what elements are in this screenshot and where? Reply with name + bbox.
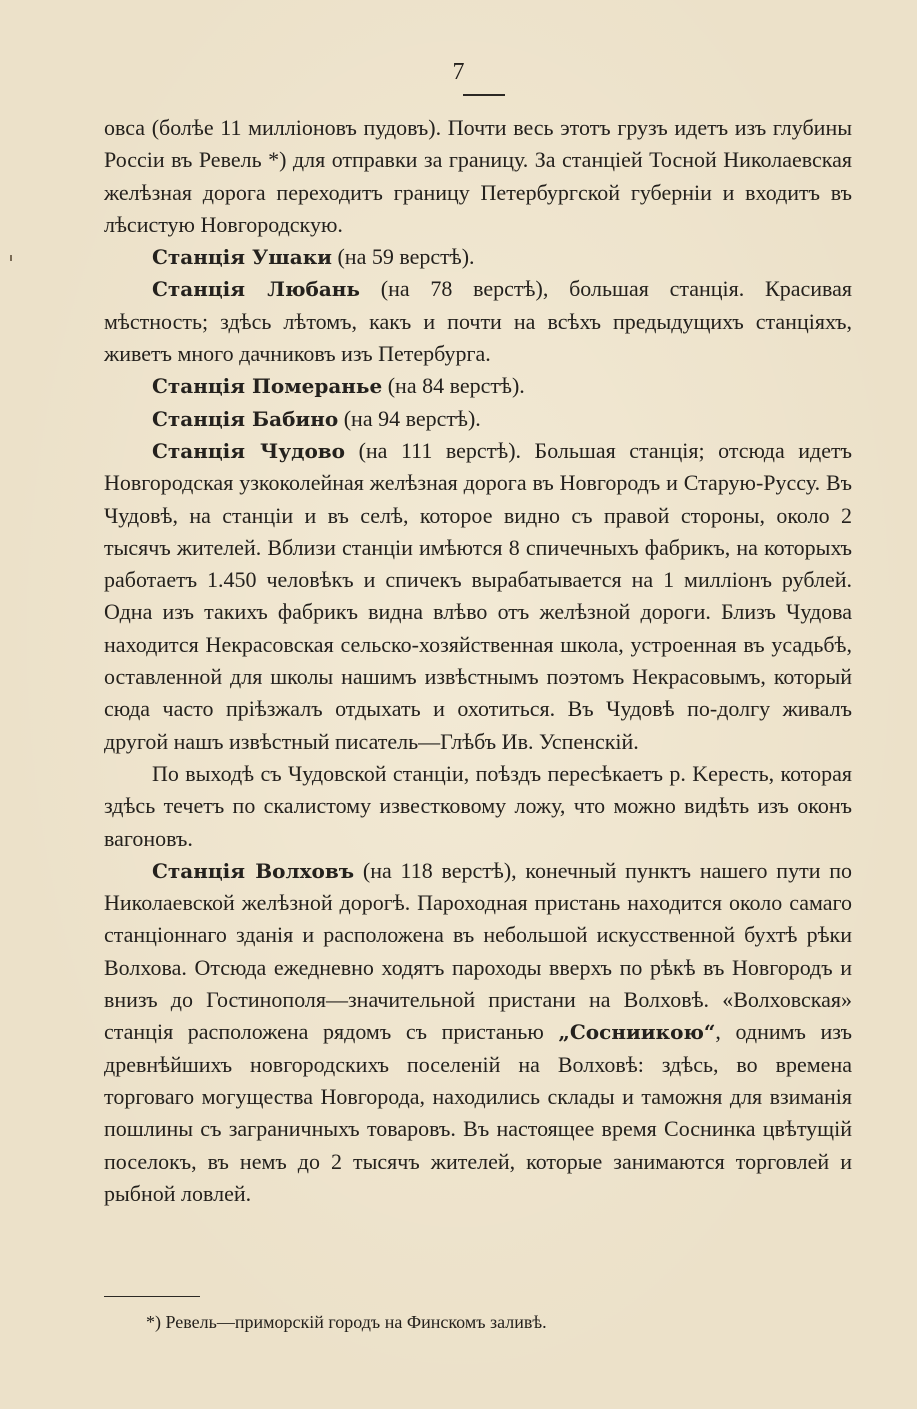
paragraph-text: (на 118 верстѣ), конечный пунктъ нашего пути по Николаевской желѣзной дорогѣ. Пароходная пристань находится около самаго станціоннаго зданія и расположена въ небольшой искусственной бухтѣ рѣки Волхова. Отсюда ежедневно ходятъ пароходы вверхъ по рѣкѣ въ Новгородъ и внизъ до Гостинополя—значительной пристани на Волховѣ. «Волховская» станція расположена рядомъ съ пристанью [104,857,853,1045]
paragraph-text: , однимъ изъ древнѣйшихъ новгородскихъ поселеній на Волховѣ: здѣсь, во времена торговаго могущества Новгорода, находились склады и таможня для взиманія пошлины съ заграничныхъ товаровъ. Въ настоящее время Соснинка цвѣтущій поселокъ, въ немъ до 2 тысячъ жителей, которые занимаются торговлей и рыбной ловлей. [104,1019,852,1206]
paragraph [104,370,852,402]
footnote: *) Ревель—приморскій городъ на Финскомъ заливѣ. [146,1312,547,1332]
paragraph-text: (на 94 верстѣ). [338,405,481,431]
paragraph-text: овса (болѣе 11 милліоновъ пудовъ). Почти весь этотъ грузъ идетъ изъ глубины Россіи въ Ревель *) для отправки за границу. За станціей Тосной Николаевская желѣзная дорога переходитъ границу Петербургской губерніи и входитъ въ лѣсистую Новгородскую. [104,115,852,237]
bold-heading: Станція Волховъ [152,858,355,883]
bold-heading: Станція Померанье [152,374,383,399]
page-number: 7 [452,59,465,85]
bold-heading: Станція Ушаки [152,245,332,270]
paragraph [104,403,852,435]
paragraph-text: (на 59 верстѣ). [331,244,475,270]
footnote-separator [104,1296,200,1297]
header-rule [463,94,505,96]
paragraph [104,273,852,370]
paragraph [104,435,852,758]
paragraph-text: (на 111 верстѣ). Большая станція; отсюда идетъ Новгородская узкоколейная желѣзная дорога въ Новгородъ и Старую-Руссу. Въ Чудовѣ, на станціи и въ селѣ, которое видно съ правой стороны, около 2 тысячъ жителей. Вблизи станціи имѣются 8 спичечныхъ фабрикъ, на которыхъ работаетъ 1.450 человѣкъ и спичекъ вырабатывается на 1 милліонъ рублей. Одна изъ такихъ фабрикъ видна влѣво отъ желѣзной дороги. Близъ Чудова находится Некрасовская сельско-хозяйственная школа, устроенная въ усадьбѣ, оставленной для школы нашимъ извѣстнымъ поэтомъ Некрасовымъ, который сюда часто пріѣзжалъ отдыхать и охотиться. Въ Чудовѣ по-долгу живалъ другой нашъ извѣстный писатель—Глѣбъ Ив. Успенскій. [104,437,852,754]
paragraph [104,758,852,855]
paragraph-text: (на 78 верстѣ), большая станція. Красивая мѣстность; здѣсь лѣтомъ, какъ и почти на всѣхъ предыдущихъ станціяхъ, живетъ много дачниковъ изъ Петербурга. [104,276,852,367]
paragraph [104,112,852,241]
bold-heading: „Сосниикою“ [558,1020,716,1045]
paragraph-text: (на 84 верстѣ). [382,373,525,399]
paragraph-text: По выходѣ съ Чудовской станціи, поѣздъ пересѣкаетъ р. Keресть, которая здѣсь течетъ по скалистому известковому ложу, что можно видѣть изъ оконъ вагоновъ. [104,760,852,851]
paragraph [104,241,852,273]
body-text [104,112,852,1210]
margin-mark [10,255,12,261]
bold-heading: Станція Чудово [152,438,346,463]
bold-heading: Станція Любань [152,277,360,302]
bold-heading: Станція Бабино [152,406,339,431]
paragraph [104,855,852,1210]
